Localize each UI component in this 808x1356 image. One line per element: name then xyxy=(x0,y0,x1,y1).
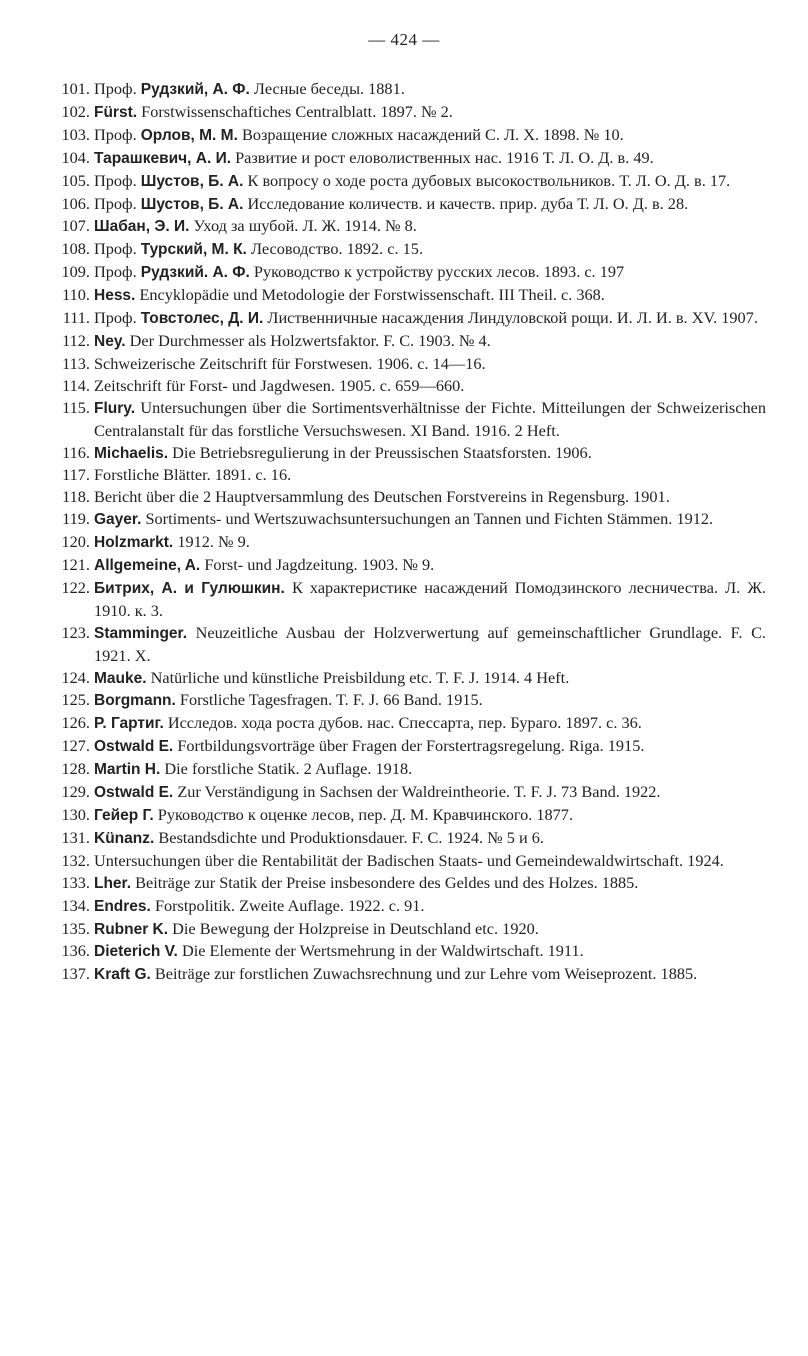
entry-author: Шабан, Э. И. xyxy=(94,218,190,236)
bibliography-entry xyxy=(0,353,808,375)
bibliography-entry xyxy=(0,508,808,531)
entry-author: Ostwald E. xyxy=(94,784,174,802)
bibliography-entry xyxy=(0,872,808,895)
entry-author: Endres. xyxy=(94,897,151,915)
entry-prefix: Проф. xyxy=(94,262,137,282)
entry-author: Allgemeine, A. xyxy=(94,557,201,575)
entry-author: Гейер Г. xyxy=(94,807,154,824)
bibliography-entry xyxy=(0,238,808,261)
entry-author: Stamminger. xyxy=(94,624,188,642)
entry-text: Исследов. хода роста дубов. нас. Спессарта, пер. Бураго. 1897. с. 36. xyxy=(167,713,642,733)
entry-text: Neuzeitliche Ausbau der Holzverwertung auf gemeinschaftlicher Grundlage. F. C. 1921. X. xyxy=(94,622,767,665)
bibliography-entry xyxy=(0,827,808,850)
bibliography-entry xyxy=(0,330,808,353)
entry-text: Развитие и рост еловолиственных нас. 1916 Т. Л. О. Д. в. 49. xyxy=(235,147,654,167)
entry-author: Kraft G. xyxy=(94,966,151,984)
entry-number: 133. xyxy=(61,872,90,892)
entry-text: Bestandsdichte und Produktionsdauer. F. C. 1924. № 5 и 6. xyxy=(158,827,544,847)
entry-author: Dieterich V. xyxy=(94,943,178,961)
entry-number: 128. xyxy=(61,759,90,779)
entry-text: Forstpolitik. Zweite Auflage. 1922. с. 91. xyxy=(154,895,425,915)
entry-author: Шустов, Б. А. xyxy=(140,195,244,213)
entry-author: Рудзкий. А. Ф. xyxy=(140,264,250,282)
entry-text: Уход за шубой. Л. Ж. 1914. № 8. xyxy=(193,216,417,236)
bibliography-entry xyxy=(0,193,808,216)
bibliography-entry xyxy=(0,101,808,124)
bibliography-entry xyxy=(0,375,808,397)
bibliography-entry xyxy=(0,963,808,986)
entry-number: 136. xyxy=(61,941,90,961)
bibliography-entry xyxy=(0,215,808,238)
entry-number: 115. xyxy=(62,397,90,417)
entry-number: 110. xyxy=(62,285,90,305)
entry-number: 118. xyxy=(62,487,90,507)
entry-text: Forstliche Blätter. 1891. с. 16. xyxy=(94,465,292,485)
entry-number: 116. xyxy=(62,442,90,462)
bibliography-entry xyxy=(0,712,808,735)
bibliography-entry xyxy=(0,147,808,170)
entry-author: Fürst. xyxy=(94,103,138,121)
entry-text: Лиственничные насаждения Линдуловской рощи. И. Л. И. в. XV. 1907. xyxy=(267,308,758,328)
entry-text: Возращение сложных насаждений С. Л. Х. 1898. № 10. xyxy=(241,124,624,144)
entry-text: Исследование количеств. и качеств. прир. дуба Т. Л. О. Д. в. 28. xyxy=(247,193,689,213)
entry-text: Лесоводство. 1892. с. 15. xyxy=(250,239,424,259)
entry-author: Рудзкий, А. Ф. xyxy=(140,81,250,98)
entry-author: Битрих, А. и Гулюшкин. xyxy=(94,579,285,597)
entry-number: 124. xyxy=(61,667,90,687)
entry-number: 130. xyxy=(61,805,90,824)
bibliography-entry xyxy=(0,307,808,330)
entry-author: Ney. xyxy=(94,332,126,350)
entry-number: 103. xyxy=(61,124,90,144)
entry-text: Die Bewegung der Holzpreise in Deutschland etc. 1920. xyxy=(172,918,539,938)
entry-text: Encyklopädie und Metodologie der Forstwissenschaft. III Theil. с. 368. xyxy=(139,285,605,305)
entry-text: Sortiments- und Wertszuwachsuntersuchungen an Tannen und Fichten Stämmen. 1912. xyxy=(145,509,714,529)
bibliography-entry xyxy=(0,486,808,508)
entry-text: Bericht über die 2 Hauptversammlung des Deutschen Forstvereins in Regensburg. 1901. xyxy=(94,487,670,507)
entry-number: 135. xyxy=(61,918,90,938)
bibliography-entry xyxy=(0,895,808,918)
bibliography-entry xyxy=(0,850,808,872)
entry-number: 137. xyxy=(61,964,90,984)
entry-number: 112. xyxy=(62,330,90,350)
entry-author: Michaelis. xyxy=(94,444,169,462)
entry-text: 1912. № 9. xyxy=(177,532,250,552)
entry-author: Holzmarkt. xyxy=(94,534,174,552)
entry-text: Beiträge zur forstlichen Zuwachsrechnung und zur Lehre vom Weiseprozent. 1885. xyxy=(154,964,698,984)
entry-number: 129. xyxy=(61,782,90,802)
entry-number: 117. xyxy=(62,465,90,485)
entry-author: Gayer. xyxy=(94,511,142,529)
entry-number: 120. xyxy=(61,532,90,552)
entry-author: Турский, М. К. xyxy=(140,241,247,259)
entry-author: Hess. xyxy=(94,287,136,305)
entry-text: Forstliche Tagesfragen. T. F. J. 66 Band. 1915. xyxy=(179,690,483,710)
entry-prefix: Проф. xyxy=(94,170,137,190)
page-number: — 424 — xyxy=(368,30,440,49)
entry-number: 111. xyxy=(62,308,90,328)
entry-text: Beiträge zur Statik der Preise insbesondere des Geldes und des Holzes. 1885. xyxy=(135,872,639,892)
entry-number: 121. xyxy=(61,555,90,575)
entry-text: Forst- und Jagdzeitung. 1903. № 9. xyxy=(204,555,435,575)
entry-number: 113. xyxy=(62,353,90,373)
entry-text: Fortbildungsvorträge über Fragen der Forstertragsregelung. Riga. 1915. xyxy=(177,736,645,756)
entry-text: Лесные беседы. 1881. xyxy=(253,79,405,98)
bibliography-entry xyxy=(0,689,808,712)
entry-text: Die forstliche Statik. 2 Auflage. 1918. xyxy=(164,759,413,779)
entry-text: Die Elemente der Wertsmehrung in der Waldwirtschaft. 1911. xyxy=(181,941,584,961)
entry-author: Künanz. xyxy=(94,829,155,847)
entry-number: 109. xyxy=(61,262,90,282)
entry-text: Die Betriebsregulierung in der Preussischen Staatsforsten. 1906. xyxy=(172,442,592,462)
entry-number: 132. xyxy=(61,850,90,870)
entry-text: Zeitschrift für Forst- und Jagdwesen. 1905. с. 659—660. xyxy=(94,375,465,395)
bibliography-entry xyxy=(0,918,808,941)
bibliography-entry xyxy=(0,170,808,193)
bibliography-entry xyxy=(0,531,808,554)
entry-text: Natürliche und künstliche Preisbildung etc. T. F. J. 1914. 4 Heft. xyxy=(150,667,570,687)
entry-author: Borgmann. xyxy=(94,692,176,710)
entry-number: 101. xyxy=(61,79,90,98)
entry-text: К вопросу о ходе роста дубовых высокоствольников. Т. Л. О. Д. в. 17. xyxy=(247,170,731,190)
entry-prefix: Проф. xyxy=(94,79,137,98)
entry-number: 122. xyxy=(61,577,90,597)
bibliography-entry xyxy=(0,554,808,577)
entry-number: 114. xyxy=(62,375,90,395)
entry-prefix: Проф. xyxy=(94,193,137,213)
bibliography-entry xyxy=(0,284,808,307)
entry-text: Untersuchungen über die Rentabilität der Badischen Staats- und Gemeindewaldwirtschaft. 1924. xyxy=(94,850,724,870)
entry-author: Товстолес, Д. И. xyxy=(140,310,264,328)
entry-author: Rubner K. xyxy=(94,920,169,938)
bibliography-entry xyxy=(0,758,808,781)
entry-text: Der Durchmesser als Holzwertsfaktor. F. C. 1903. № 4. xyxy=(129,330,491,350)
entry-author: Flury. xyxy=(94,399,136,417)
entry-author: Шустов, Б. А. xyxy=(140,172,244,190)
entry-text: К характеристике насаждений Помодзинского лесничества. Л. Ж. 1910. к. 3. xyxy=(94,577,767,620)
bibliography-entry xyxy=(0,667,808,690)
entry-number: 131. xyxy=(61,827,90,847)
entry-prefix: Проф. xyxy=(94,308,137,328)
entry-author: Mauke. xyxy=(94,669,147,687)
bibliography-list xyxy=(0,78,808,986)
bibliography-entry xyxy=(0,577,808,622)
entry-text: Forstwissenschaftiches Centralblatt. 1897. № 2. xyxy=(141,101,453,121)
entry-number: 134. xyxy=(61,895,90,915)
entry-number: 119. xyxy=(62,509,90,529)
bibliography-entry xyxy=(0,622,808,667)
entry-number: 126. xyxy=(61,713,90,733)
entry-text: Руководство к устройству русских лесов. 1893. с. 197 xyxy=(253,262,625,282)
bibliography-entry xyxy=(0,735,808,758)
bibliography-entry xyxy=(0,781,808,804)
bibliography-entry xyxy=(0,804,808,827)
entry-number: 107. xyxy=(61,216,90,236)
entry-author: Ostwald E. xyxy=(94,738,174,756)
entry-text: Untersuchungen über die Sortimentsverhältnisse der Fichte. Mitteilungen der Schweizerischen Centralanstalt für das forstliche Versuchswesen. XI Band. 1916. 2 Heft. xyxy=(94,397,766,440)
entry-number: 106. xyxy=(61,193,90,213)
bibliography-entry xyxy=(0,464,808,486)
bibliography-entry xyxy=(0,78,808,101)
entry-prefix: Проф. xyxy=(94,124,137,144)
entry-text: Руководство к оценке лесов, пер. Д. М. Кравчинского. 1877. xyxy=(157,805,574,824)
entry-text: Zur Verständigung in Sachsen der Waldreintheorie. T. F. J. 73 Band. 1922. xyxy=(177,782,661,802)
bibliography-entry xyxy=(0,261,808,284)
bibliography-entry xyxy=(0,124,808,147)
bibliography-entry xyxy=(0,397,808,442)
entry-number: 123. xyxy=(61,622,90,642)
entry-author: Lher. xyxy=(94,874,132,892)
entry-number: 104. xyxy=(61,147,90,167)
entry-prefix: Проф. xyxy=(94,239,137,259)
entry-author: Тарашкевич, А. И. xyxy=(94,149,232,167)
entry-number: 108. xyxy=(61,239,90,259)
entry-author: Орлов, М. М. xyxy=(140,126,238,144)
bibliography-entry xyxy=(0,940,808,963)
entry-number: 105. xyxy=(61,170,90,190)
entry-number: 102. xyxy=(61,101,90,121)
entry-number: 127. xyxy=(61,736,90,756)
entry-author: Martin H. xyxy=(94,761,161,779)
entry-number: 125. xyxy=(61,690,90,710)
entry-author: P. Гартиг. xyxy=(94,715,164,733)
bibliography-entry xyxy=(0,442,808,465)
entry-text: Schweizerische Zeitschrift für Forstwesen. 1906. с. 14—16. xyxy=(94,353,486,373)
